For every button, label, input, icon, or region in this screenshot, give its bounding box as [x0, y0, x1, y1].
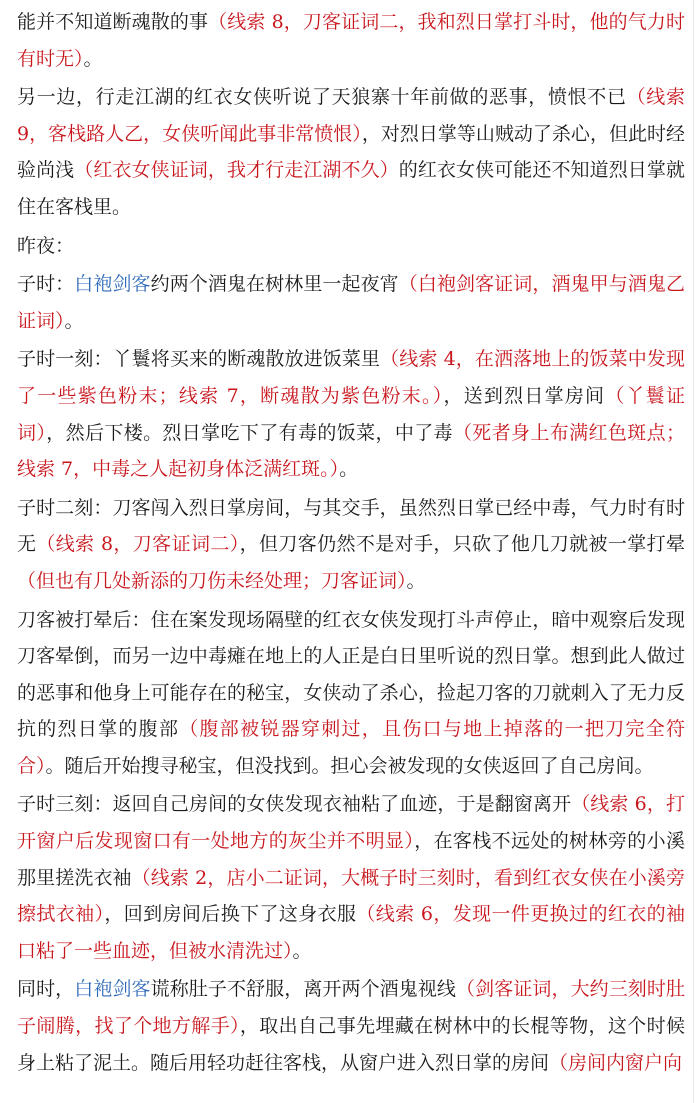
body-text: 。随后开始搜寻秘宝，但没找到。担心会被发现的女侠返回了自己房间。	[45, 754, 654, 777]
clue-annotation: （线索 9，客栈路人乙，女侠听闻此事非常愤恨）	[17, 86, 685, 145]
body-text: 。	[83, 47, 103, 70]
body-text: 刀客被打晕后：住在案发现场隔壁的红衣女侠发现打斗声停止，暗中观察后发现刀客晕倒，而另一边中毒瘫在地上的人正是白日里听说的烈日掌。想到此人做过的恶事和他身上可能存在的秘宝，女侠动了杀心，捡起刀客的刀就刺入了无力反抗的烈日掌的腹部	[17, 608, 685, 741]
section-heading: 昨夜：	[17, 234, 75, 257]
paragraph-last-night-heading	[17, 228, 685, 265]
body-text: ，在客栈不远处的树林旁的小溪那里搓洗衣袖	[17, 830, 685, 889]
body-text: 子时三刻：返回自己房间的女侠发现衣袖粘了血迹，于是翻窗离开	[17, 793, 572, 816]
paragraph-zishi-yike	[17, 341, 685, 487]
body-text: ，送到烈日掌房间	[443, 384, 606, 407]
document-body	[17, 4, 685, 1083]
body-text: 的红衣女侠可能还不知道烈日掌就住在客栈里。	[17, 159, 685, 218]
clue-annotation: （线索 4，在洒落地上的饭菜中发现了一些紫色粉末；线索 7，断魂散为紫色粉末。）	[17, 348, 685, 407]
paragraph-red-heroine	[17, 79, 685, 225]
body-text: 另一边，行走江湖的红衣女侠听说了天狼寨十年前做的恶事，愤恨不已	[17, 86, 627, 109]
body-text: ，回到房间后换下了这身衣服	[104, 903, 357, 926]
body-text: 。	[292, 939, 312, 962]
body-text: ，然后下楼。烈日掌吃下了有毒的饭菜，中了毒	[46, 421, 453, 444]
body-text: 同时，	[17, 978, 75, 1001]
clue-annotation: （剑客证词，大约三刻时肚子闹腾，找了个地方解手）	[17, 978, 685, 1038]
character-name: 白袍剑客	[74, 978, 151, 1001]
body-text: 谎称肚子不舒服，离开两个酒鬼视线	[150, 978, 457, 1001]
paragraph-zishi	[17, 266, 685, 339]
time-label: 子时：	[17, 273, 75, 296]
clue-annotation: （腹部被锐器穿刺过，且伤口与地上掉落的一把刀完全符合）	[17, 718, 685, 777]
clue-annotation: （丫鬟证词）	[17, 384, 685, 444]
body-text: 约两个酒鬼在树林里一起夜宵	[150, 273, 399, 296]
paragraph-zishi-erke	[17, 490, 685, 600]
paragraph-after-knockout	[17, 602, 685, 785]
body-text: ，但刀客仍然不是对手，只砍了他几刀就被一掌打晕	[239, 533, 685, 556]
clue-annotation: （白袍剑客证词，酒鬼甲与酒鬼乙证词）	[17, 273, 685, 332]
body-text: 。	[406, 569, 426, 592]
paragraph-zishi-sanke	[17, 786, 685, 969]
clue-annotation: （但也有几处新添的刀伤未经处理；刀客证词）	[17, 569, 407, 592]
clue-annotation: （线索 6，打开窗户后发现窗口有一处地方的灰尘并不明显）	[17, 793, 685, 853]
clue-annotation: （房间内窗户向	[549, 1051, 683, 1074]
body-text: ，对烈日掌等山贼动了杀心，但此时经验尚浅	[17, 122, 685, 182]
body-text: ，取出自己事先埋藏在树林中的长棍等物，这个时候身上粘了泥土。随后用轻功赶往客栈，从窗户进入烈日掌的房间	[17, 1015, 685, 1074]
clue-annotation: （线索 2，店小二证词，大概子时三刻时，看到红衣女侠在小溪旁擦拭衣袖）	[17, 866, 685, 926]
paragraph-clue8-end	[17, 4, 685, 77]
character-name: 白袍剑客	[74, 273, 151, 296]
body-text: 子时一刻：丫鬟将买来的断魂散放进饭菜里	[17, 348, 381, 371]
clue-annotation: （线索 8，刀客证词二）	[36, 533, 240, 556]
page-edge-divider	[693, 0, 694, 1103]
body-text: 。	[339, 458, 359, 481]
clue-annotation: （红衣女侠证词，我才行走江湖不久）	[74, 159, 399, 182]
body-text: 子时二刻：刀客闯入烈日掌房间，与其交手，虽然烈日掌已经中毒，气力时有时无	[17, 496, 685, 556]
clue-annotation: （线索 6，发现一件更换过的红衣的袖口粘了一些血迹，但被水清洗过）	[17, 903, 685, 962]
body-text: 能并不知道断魂散的事	[17, 11, 209, 33]
paragraph-meanwhile	[17, 971, 685, 1081]
clue-annotation: （死者身上布满红色斑点；线索 7，中毒之人起初身体泛满红斑。）	[17, 421, 685, 481]
clue-annotation: （线索 8，刀客证词二，我和烈日掌打斗时，他的气力时有时无）	[17, 11, 685, 70]
body-text: 。	[64, 309, 84, 332]
